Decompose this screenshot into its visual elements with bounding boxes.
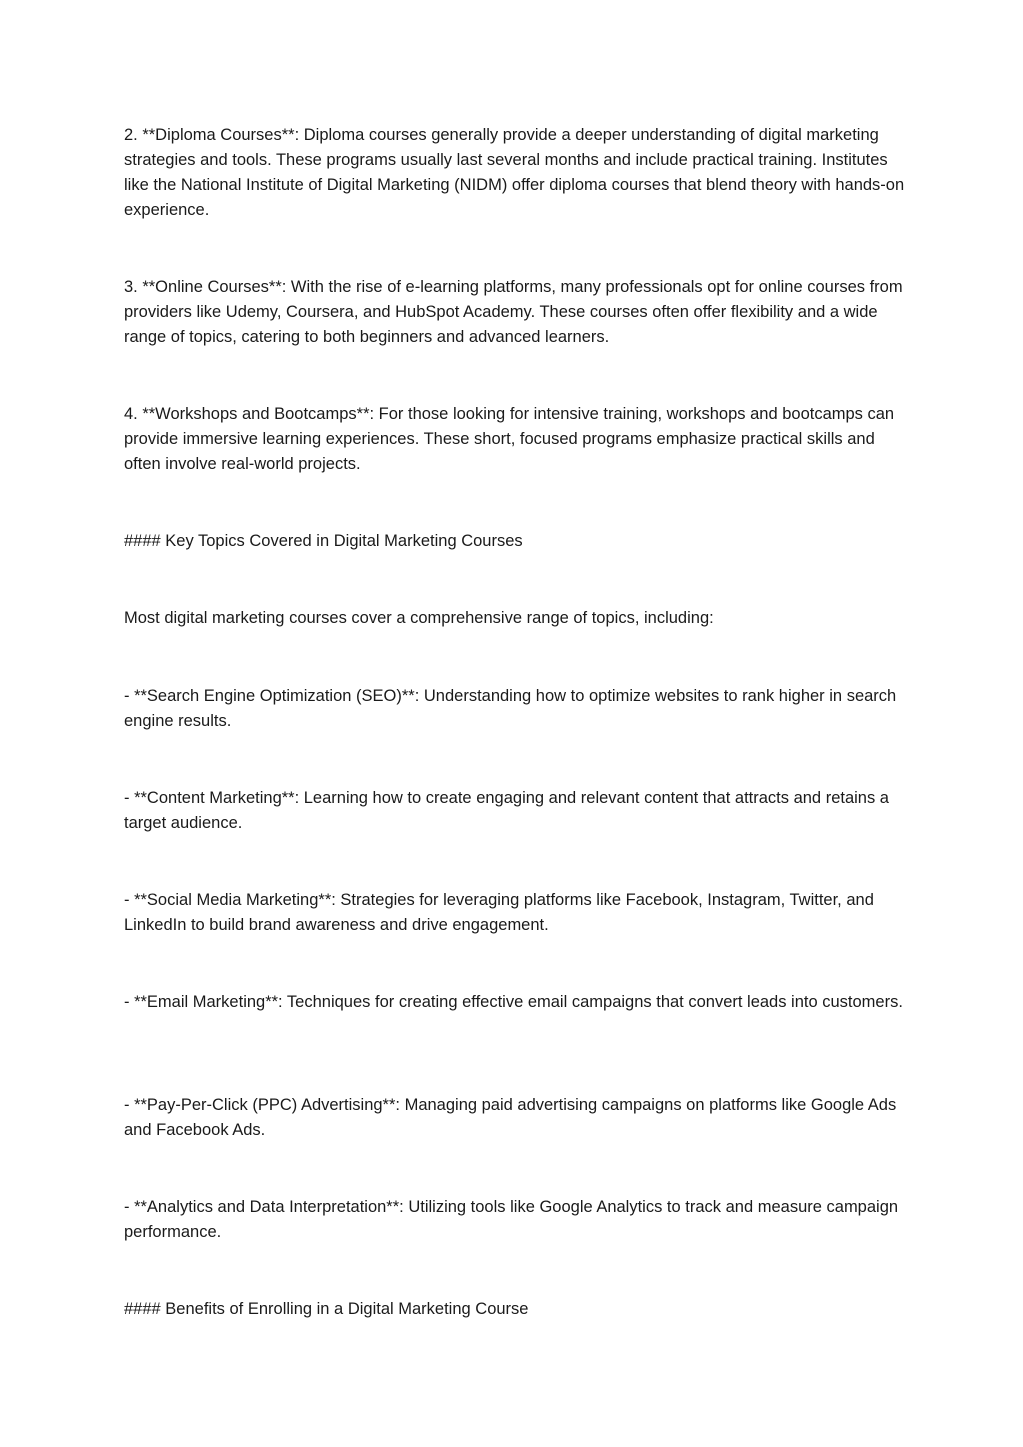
list-item-content-marketing: - **Content Marketing**: Learning how to create engaging and relevant content that attracts and retains a target audience. <box>124 789 889 832</box>
list-item-ppc-advertising: - **Pay-Per-Click (PPC) Advertising**: Managing paid advertising campaigns on platforms like Google Ads and Facebook Ads. <box>124 1096 897 1139</box>
heading-key-topics: #### Key Topics Covered in Digital Marketing Courses <box>124 532 523 550</box>
paragraph-topics-intro: Most digital marketing courses cover a comprehensive range of topics, including: <box>124 609 714 627</box>
paragraph-workshops-bootcamps: 4. **Workshops and Bootcamps**: For those looking for intensive training, workshops and bootcamps can provide immersive learning experiences. These short, focused programs emphasize practical skills and often involve real-world projects. <box>124 405 895 473</box>
paragraph-diploma-courses: 2. **Diploma Courses**: Diploma courses generally provide a deeper understanding of digital marketing strategies and tools. These programs usually last several months and include practical training. Institutes like the National Institute of Digital Marketing (NIDM) offer diploma courses that blend theory with hands-on experience. <box>124 126 905 219</box>
list-item-analytics: - **Analytics and Data Interpretation**: Utilizing tools like Google Analytics to track and measure campaign performance. <box>124 1198 899 1241</box>
list-item-seo: - **Search Engine Optimization (SEO)**: Understanding how to optimize websites to rank higher in search engine results. <box>124 687 897 730</box>
heading-benefits: #### Benefits of Enrolling in a Digital Marketing Course <box>124 1300 529 1318</box>
list-item-social-media-marketing: - **Social Media Marketing**: Strategies for leveraging platforms like Facebook, Instagram, Twitter, and LinkedIn to build brand awareness and drive engagement. <box>124 891 874 934</box>
list-item-email-marketing: - **Email Marketing**: Techniques for creating effective email campaigns that convert leads into customers. <box>124 993 903 1011</box>
paragraph-online-courses: 3. **Online Courses**: With the rise of e-learning platforms, many professionals opt for online courses from providers like Udemy, Coursera, and HubSpot Academy. These courses often offer flexibility and a wide range of topics, catering to both beginners and advanced learners. <box>124 278 903 346</box>
